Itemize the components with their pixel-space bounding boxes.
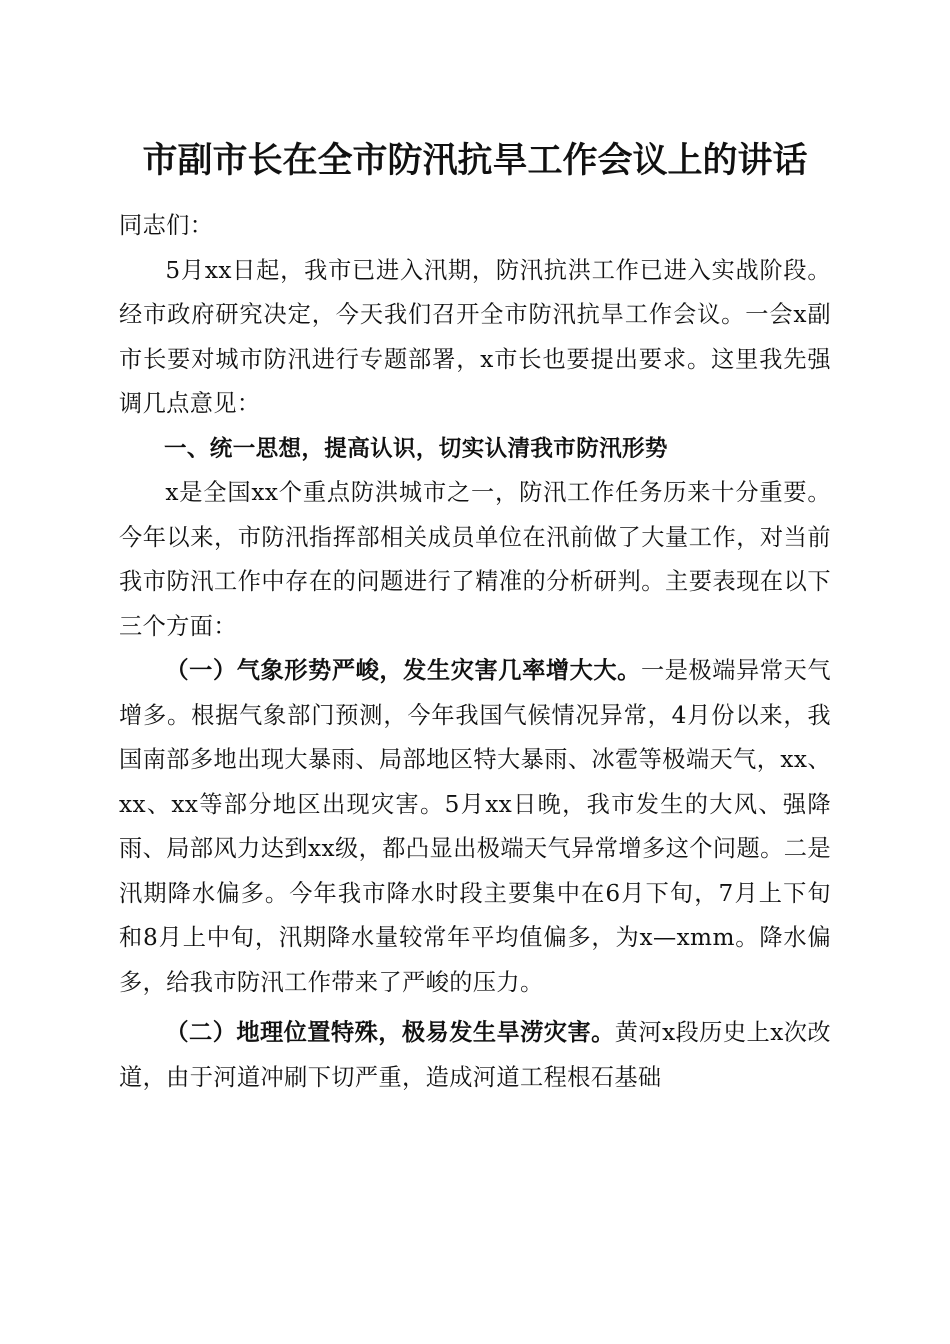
subsection-1-lead: （一）气象形势严峻，发生灾害几率增大大。: [165, 657, 641, 684]
section-1-paragraph: x是全国xx个重点防洪城市之一，防汛工作任务历来十分重要。今年以来，市防汛指挥部相关成员单位在汛前做了大量工作，对当前我市防汛工作中存在的问题进行了精准的分析研判。主要表现在以下三个方面：: [119, 479, 831, 640]
subsection-1-paragraph: [119, 649, 831, 1005]
document-title: 市副市长在全市防汛抗旱工作会议上的讲话: [142, 140, 808, 181]
subsection-2-paragraph: [119, 1011, 831, 1100]
salutation: 同志们：: [119, 212, 214, 239]
intro-paragraph: 5月xx日起，我市已进入汛期，防汛抗洪工作已进入实战阶段。经市政府研究决定，今天我们召开全市防汛抗旱工作会议。一会x副市长要对城市防汛进行专题部署，x市长也要提出要求。这里我先强调几点意见：: [119, 256, 831, 417]
subsection-2-lead: （二）地理位置特殊，极易发生旱涝灾害。: [165, 1019, 615, 1046]
document-body: [119, 204, 831, 1100]
subsection-2-body: 黄河x段历史上x次改道，由于河道冲刷下切严重，造成河道工程根石基础: [119, 1019, 831, 1091]
subsection-1-body: 一是极端异常天气增多。根据气象部门预测，今年我国气候情况异常，4月份以来，我国南部多地出现大暴雨、局部地区特大暴雨、冰雹等极端天气，xx、xx、xx等部分地区出现灾害。5月xx日晚，我市发生的大风、强降雨、局部风力达到xx级，都凸显出极端天气异常增多这个问题。二是汛期降水偏多。今年我市降水时段主要集中在6月下旬，7月上下旬和8月上中旬，汛期降水量较常年平均值偏多，为x—xmm。降水偏多，给我市防汛工作带来了严峻的压力。: [119, 657, 832, 996]
section-1-heading: 一、统一思想，提高认识，切实认清我市防汛形势: [164, 435, 668, 462]
